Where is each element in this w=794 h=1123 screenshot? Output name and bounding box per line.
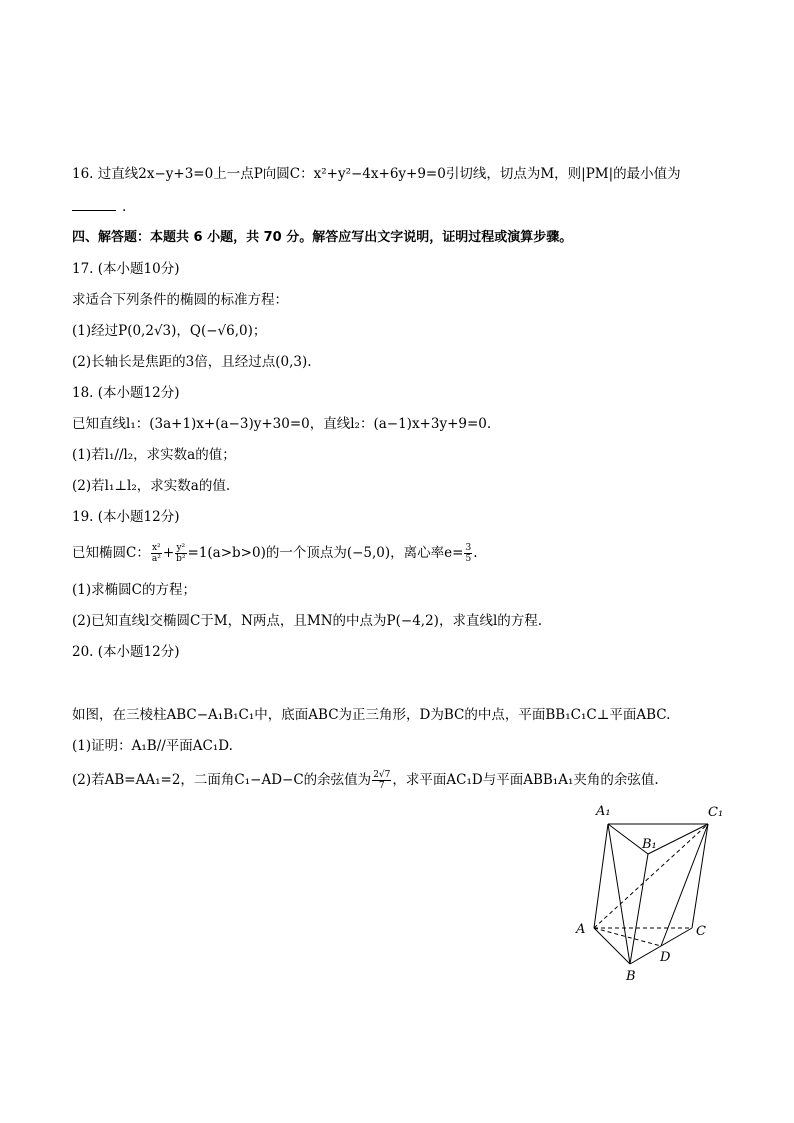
q20-part2-b: ，求平面AC₁D与平面ABB₁A₁夹角的余弦值. [392,772,659,788]
fraction-x2-a2 [151,543,162,564]
q16-answer-line [72,197,126,217]
edge-aa1 [594,824,608,928]
q16-period: . [122,199,127,215]
q20-intro: 如图，在三棱柱ABC−A₁B₁C₁中，底面ABC为正三角形，D为BC的中点，平面BB₁C₁C⊥平面ABC. [72,707,671,723]
prism-figure [568,800,738,990]
q19-intro [72,543,478,564]
fraction-numerator: x² [151,543,161,553]
line-ad-hidden [594,928,661,946]
label-a: A [576,922,586,937]
label-b1: B₁ [642,837,657,852]
edge-b1c1 [648,824,708,854]
q19-intro-c: . [473,545,478,561]
label-a1: A₁ [596,804,611,819]
label-c: C [696,924,706,939]
fraction-denominator: b² [176,554,186,564]
q18-part1: (1)若l₁//l₂，求实数a的值； [72,447,236,463]
q18-header: 18. (本小题12分) [72,385,180,401]
line-a1b [608,824,630,964]
label-c1: C₁ [708,805,724,820]
fraction-denominator: a² [151,554,161,564]
edge-bb1 [630,854,648,964]
q20-part1: (1)证明：A₁B//平面AC₁D. [72,738,233,754]
q20-part2-a: (2)若AB=AA₁=2，二面角C₁−AD−C的余弦值为 [72,772,372,788]
fraction-denominator: 7 [378,781,385,791]
q17-part1: (1)经过P(0,2√3)，Q(−√6,0)； [72,323,267,339]
q18-intro: 已知直线l₁：(3a+1)x+(a−3)y+30=0，直线l₂：(a−1)x+3y+9=0. [72,416,492,432]
q16-text: 16. 过直线2x−y+3=0上一点P向圆C：x²+y²−4x+6y+9=0引切线，切点为M，则|PM|的最小值为 [72,166,681,182]
edge-ab [594,928,630,964]
q19-part2: (2)已知直线l交椭圆C于M，N两点，且MN的中点为P(−4,2)，求直线l的方程. [72,613,543,629]
q19-intro-b: =1(a>b>0)的一个顶点为(−5,0)，离心率e= [187,545,464,561]
fraction-cosine [372,770,391,791]
fraction-numerator: 2√7 [373,770,391,780]
q18-part2: (2)若l₁⊥l₂，求实数a的值. [72,478,231,494]
q20-header: 20. (本小题12分) [72,644,180,660]
fraction-numerator: 3 [465,543,472,553]
fraction-numerator: y² [176,543,186,553]
q17-header: 17. (本小题10分) [72,261,180,277]
fraction-eccentricity [464,543,472,564]
q20-part2 [72,770,659,791]
fraction-denominator: 5 [465,554,472,564]
plus-sign: + [162,545,175,561]
label-b: B [626,969,636,984]
q17-part2: (2)长轴长是焦距的3倍，且经过点(0,3). [72,354,312,370]
answer-blank[interactable] [72,198,116,211]
edge-cc1 [692,824,708,928]
section-heading: 四、解答题：本题共 6 小题，共 70 分。解答应写出文字说明，证明过程或演算步骤。 [72,230,573,245]
q17-intro: 求适合下列条件的椭圆的标准方程： [72,292,288,308]
q19-part1: (1)求椭圆C的方程； [72,582,196,598]
q19-header: 19. (本小题12分) [72,509,180,525]
q19-intro-a: 已知椭圆C： [72,545,150,561]
label-d: D [660,950,671,965]
fraction-y2-b2 [175,543,186,564]
